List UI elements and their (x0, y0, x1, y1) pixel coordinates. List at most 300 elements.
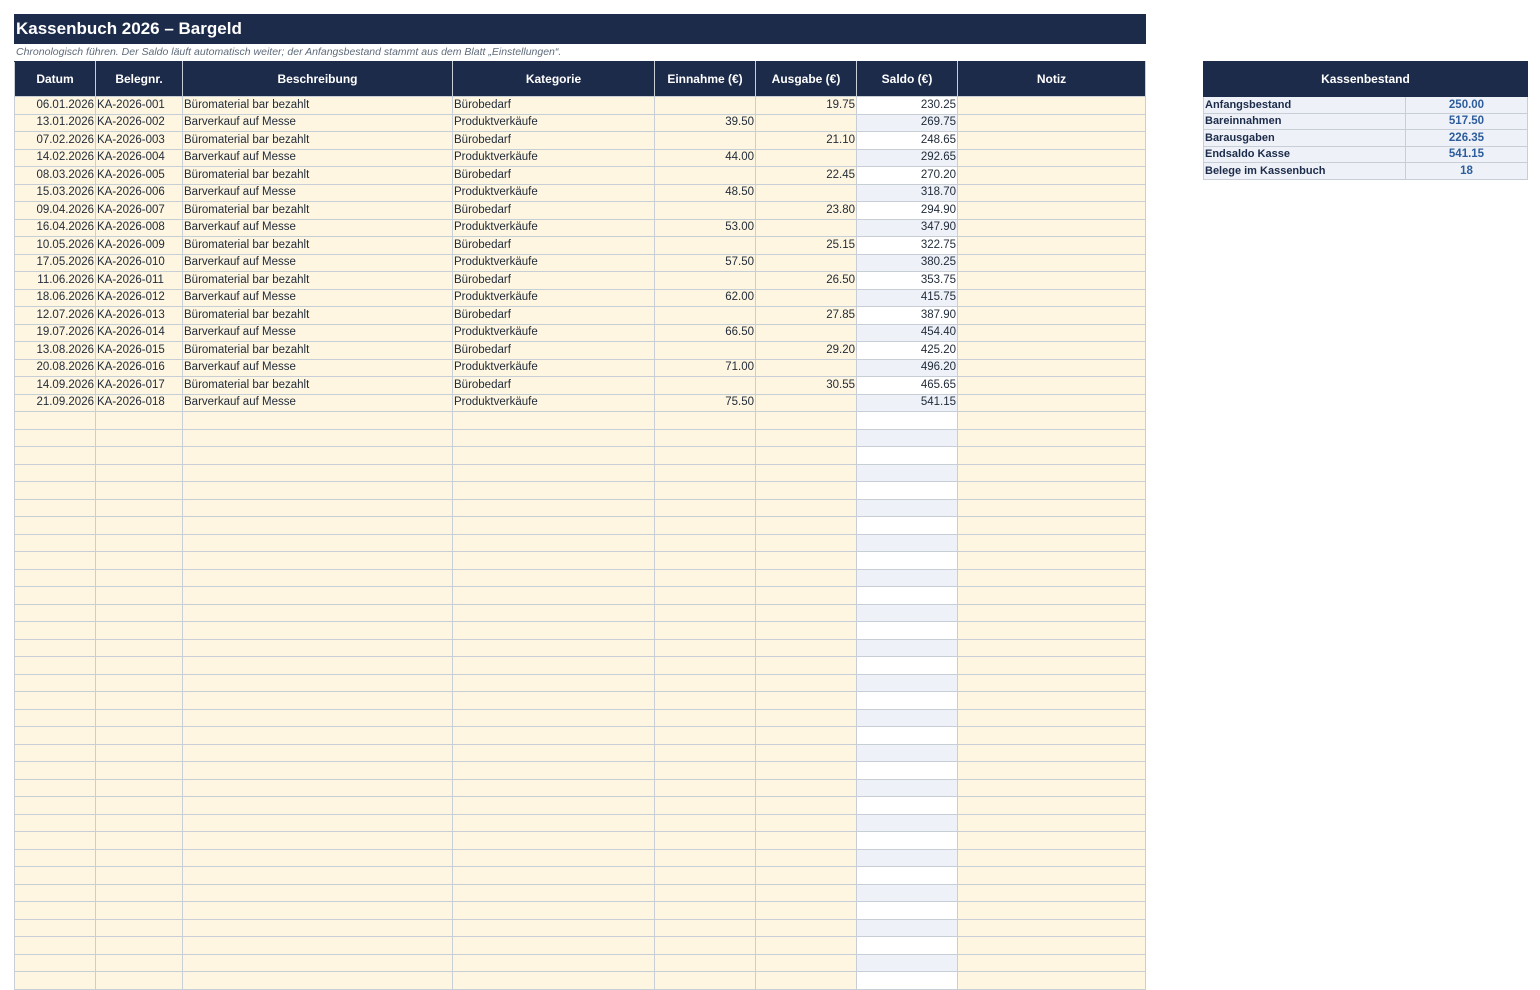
cell-saldo[interactable] (857, 674, 958, 692)
cell-kategorie[interactable] (453, 604, 655, 622)
cell-saldo[interactable] (857, 692, 958, 710)
cell-belegnr[interactable]: KA-2026-006 (96, 184, 183, 202)
cell-belegnr[interactable] (96, 517, 183, 535)
cell-ausgabe[interactable]: 21.10 (756, 132, 857, 150)
cell-ausgabe[interactable] (756, 429, 857, 447)
cell-belegnr[interactable] (96, 552, 183, 570)
cell-kategorie[interactable] (453, 482, 655, 500)
cell-datum[interactable] (15, 552, 96, 570)
cell-einnahme[interactable] (655, 779, 756, 797)
cell-notiz[interactable] (958, 972, 1146, 990)
cell-ausgabe[interactable] (756, 219, 857, 237)
cell-datum[interactable] (15, 884, 96, 902)
cell-einnahme[interactable] (655, 604, 756, 622)
cell-datum[interactable] (15, 779, 96, 797)
cell-einnahme[interactable] (655, 744, 756, 762)
cell-belegnr[interactable] (96, 534, 183, 552)
cell-beschreibung[interactable] (183, 797, 453, 815)
cell-einnahme[interactable]: 39.50 (655, 114, 756, 132)
cell-kategorie[interactable] (453, 499, 655, 517)
cell-notiz[interactable] (958, 132, 1146, 150)
cell-notiz[interactable] (958, 377, 1146, 395)
cell-beschreibung[interactable]: Büromaterial bar bezahlt (183, 167, 453, 185)
cell-kategorie[interactable] (453, 657, 655, 675)
cell-einnahme[interactable] (655, 622, 756, 640)
cell-ausgabe[interactable] (756, 622, 857, 640)
cell-kategorie[interactable]: Bürobedarf (453, 167, 655, 185)
cell-belegnr[interactable]: KA-2026-017 (96, 377, 183, 395)
cell-einnahme[interactable] (655, 832, 756, 850)
cell-kategorie[interactable] (453, 674, 655, 692)
cell-beschreibung[interactable]: Barverkauf auf Messe (183, 149, 453, 167)
cell-einnahme[interactable] (655, 587, 756, 605)
cell-notiz[interactable] (958, 674, 1146, 692)
cell-notiz[interactable] (958, 744, 1146, 762)
cell-belegnr[interactable]: KA-2026-010 (96, 254, 183, 272)
cell-beschreibung[interactable] (183, 587, 453, 605)
cell-beschreibung[interactable]: Barverkauf auf Messe (183, 114, 453, 132)
cell-saldo[interactable] (857, 762, 958, 780)
cell-beschreibung[interactable] (183, 849, 453, 867)
cell-notiz[interactable] (958, 324, 1146, 342)
cell-datum[interactable] (15, 797, 96, 815)
cell-notiz[interactable] (958, 447, 1146, 465)
cell-ausgabe[interactable] (756, 604, 857, 622)
col-header-belegnr[interactable]: Belegnr. (96, 62, 183, 97)
cell-kategorie[interactable] (453, 727, 655, 745)
cell-datum[interactable]: 09.04.2026 (15, 202, 96, 220)
cell-notiz[interactable] (958, 692, 1146, 710)
cell-beschreibung[interactable] (183, 447, 453, 465)
cell-saldo[interactable]: 465.65 (857, 377, 958, 395)
cell-datum[interactable]: 13.08.2026 (15, 342, 96, 360)
cell-notiz[interactable] (958, 639, 1146, 657)
cell-saldo[interactable] (857, 919, 958, 937)
cell-ausgabe[interactable] (756, 902, 857, 920)
cell-ausgabe[interactable] (756, 937, 857, 955)
cell-notiz[interactable] (958, 762, 1146, 780)
cell-kategorie[interactable] (453, 902, 655, 920)
cell-saldo[interactable]: 318.70 (857, 184, 958, 202)
cell-kategorie[interactable]: Produktverkäufe (453, 149, 655, 167)
cell-beschreibung[interactable] (183, 569, 453, 587)
cell-saldo[interactable]: 294.90 (857, 202, 958, 220)
cell-datum[interactable] (15, 709, 96, 727)
cell-kategorie[interactable] (453, 849, 655, 867)
cell-belegnr[interactable] (96, 954, 183, 972)
cell-saldo[interactable] (857, 849, 958, 867)
cell-belegnr[interactable] (96, 464, 183, 482)
cell-ausgabe[interactable] (756, 359, 857, 377)
cell-belegnr[interactable] (96, 832, 183, 850)
cell-notiz[interactable] (958, 867, 1146, 885)
cell-kategorie[interactable] (453, 884, 655, 902)
cell-einnahme[interactable]: 66.50 (655, 324, 756, 342)
cell-kategorie[interactable] (453, 744, 655, 762)
cell-datum[interactable]: 15.03.2026 (15, 184, 96, 202)
cell-belegnr[interactable]: KA-2026-009 (96, 237, 183, 255)
cell-ausgabe[interactable]: 26.50 (756, 272, 857, 290)
cell-beschreibung[interactable] (183, 692, 453, 710)
cell-beschreibung[interactable]: Büromaterial bar bezahlt (183, 377, 453, 395)
cell-einnahme[interactable] (655, 762, 756, 780)
cell-datum[interactable]: 10.05.2026 (15, 237, 96, 255)
cell-ausgabe[interactable]: 23.80 (756, 202, 857, 220)
cell-beschreibung[interactable]: Barverkauf auf Messe (183, 219, 453, 237)
cell-notiz[interactable] (958, 114, 1146, 132)
cell-ausgabe[interactable] (756, 919, 857, 937)
cell-einnahme[interactable] (655, 657, 756, 675)
cell-ausgabe[interactable] (756, 499, 857, 517)
cell-belegnr[interactable]: KA-2026-003 (96, 132, 183, 150)
cell-ausgabe[interactable] (756, 184, 857, 202)
cell-notiz[interactable] (958, 797, 1146, 815)
cell-datum[interactable]: 14.09.2026 (15, 377, 96, 395)
cell-datum[interactable]: 18.06.2026 (15, 289, 96, 307)
cell-notiz[interactable] (958, 919, 1146, 937)
cell-ausgabe[interactable] (756, 727, 857, 745)
cell-datum[interactable] (15, 534, 96, 552)
cell-belegnr[interactable]: KA-2026-015 (96, 342, 183, 360)
cell-datum[interactable] (15, 604, 96, 622)
cell-einnahme[interactable] (655, 797, 756, 815)
cell-belegnr[interactable] (96, 482, 183, 500)
cell-ausgabe[interactable] (756, 797, 857, 815)
col-header-notiz[interactable]: Notiz (958, 62, 1146, 97)
cell-datum[interactable] (15, 972, 96, 990)
cell-ausgabe[interactable]: 25.15 (756, 237, 857, 255)
cell-beschreibung[interactable] (183, 867, 453, 885)
cell-saldo[interactable]: 496.20 (857, 359, 958, 377)
cell-kategorie[interactable] (453, 762, 655, 780)
cell-einnahme[interactable] (655, 902, 756, 920)
cell-notiz[interactable] (958, 429, 1146, 447)
cell-saldo[interactable] (857, 604, 958, 622)
cell-notiz[interactable] (958, 394, 1146, 412)
cell-beschreibung[interactable] (183, 639, 453, 657)
cell-ausgabe[interactable] (756, 639, 857, 657)
cell-belegnr[interactable] (96, 814, 183, 832)
cell-saldo[interactable] (857, 972, 958, 990)
cell-saldo[interactable] (857, 622, 958, 640)
cell-kategorie[interactable]: Bürobedarf (453, 307, 655, 325)
cell-kategorie[interactable]: Produktverkäufe (453, 324, 655, 342)
col-header-saldo[interactable]: Saldo (€) (857, 62, 958, 97)
cell-beschreibung[interactable] (183, 657, 453, 675)
cell-datum[interactable] (15, 569, 96, 587)
cell-einnahme[interactable] (655, 849, 756, 867)
cell-belegnr[interactable] (96, 937, 183, 955)
cell-notiz[interactable] (958, 587, 1146, 605)
cell-belegnr[interactable]: KA-2026-005 (96, 167, 183, 185)
cell-einnahme[interactable] (655, 342, 756, 360)
summary-label[interactable]: Anfangsbestand (1204, 97, 1406, 114)
cell-ausgabe[interactable] (756, 954, 857, 972)
cell-ausgabe[interactable] (756, 394, 857, 412)
col-header-einnahme[interactable]: Einnahme (€) (655, 62, 756, 97)
cell-einnahme[interactable] (655, 97, 756, 115)
cell-saldo[interactable] (857, 779, 958, 797)
cell-belegnr[interactable] (96, 692, 183, 710)
cell-saldo[interactable] (857, 499, 958, 517)
cell-belegnr[interactable]: KA-2026-016 (96, 359, 183, 377)
cell-saldo[interactable]: 269.75 (857, 114, 958, 132)
cell-notiz[interactable] (958, 814, 1146, 832)
cell-belegnr[interactable] (96, 587, 183, 605)
cell-belegnr[interactable]: KA-2026-011 (96, 272, 183, 290)
cell-datum[interactable] (15, 814, 96, 832)
cell-beschreibung[interactable] (183, 534, 453, 552)
cell-kategorie[interactable]: Produktverkäufe (453, 289, 655, 307)
cell-belegnr[interactable] (96, 412, 183, 430)
cell-belegnr[interactable]: KA-2026-012 (96, 289, 183, 307)
summary-value[interactable]: 250.00 (1406, 97, 1528, 114)
cell-datum[interactable] (15, 517, 96, 535)
cell-belegnr[interactable] (96, 709, 183, 727)
cell-datum[interactable] (15, 919, 96, 937)
cell-datum[interactable] (15, 587, 96, 605)
cell-kategorie[interactable]: Produktverkäufe (453, 254, 655, 272)
cell-beschreibung[interactable]: Büromaterial bar bezahlt (183, 307, 453, 325)
cell-saldo[interactable]: 541.15 (857, 394, 958, 412)
cell-notiz[interactable] (958, 499, 1146, 517)
cell-einnahme[interactable] (655, 307, 756, 325)
cell-einnahme[interactable] (655, 814, 756, 832)
cell-saldo[interactable] (857, 937, 958, 955)
cell-notiz[interactable] (958, 412, 1146, 430)
cell-saldo[interactable]: 387.90 (857, 307, 958, 325)
cell-datum[interactable]: 06.01.2026 (15, 97, 96, 115)
cell-notiz[interactable] (958, 779, 1146, 797)
cell-kategorie[interactable]: Bürobedarf (453, 272, 655, 290)
cell-saldo[interactable] (857, 517, 958, 535)
cell-notiz[interactable] (958, 657, 1146, 675)
cell-notiz[interactable] (958, 289, 1146, 307)
cell-beschreibung[interactable] (183, 919, 453, 937)
cell-kategorie[interactable] (453, 569, 655, 587)
cell-kategorie[interactable]: Produktverkäufe (453, 114, 655, 132)
cell-belegnr[interactable] (96, 849, 183, 867)
cell-saldo[interactable] (857, 412, 958, 430)
cell-ausgabe[interactable] (756, 972, 857, 990)
cell-notiz[interactable] (958, 149, 1146, 167)
cell-belegnr[interactable] (96, 867, 183, 885)
cell-ausgabe[interactable]: 30.55 (756, 377, 857, 395)
cell-einnahme[interactable]: 57.50 (655, 254, 756, 272)
cell-beschreibung[interactable] (183, 832, 453, 850)
cell-einnahme[interactable] (655, 167, 756, 185)
cell-einnahme[interactable]: 53.00 (655, 219, 756, 237)
cell-notiz[interactable] (958, 727, 1146, 745)
cell-beschreibung[interactable] (183, 464, 453, 482)
cell-ausgabe[interactable]: 22.45 (756, 167, 857, 185)
cell-notiz[interactable] (958, 254, 1146, 272)
cell-belegnr[interactable]: KA-2026-018 (96, 394, 183, 412)
cell-saldo[interactable] (857, 744, 958, 762)
cell-saldo[interactable] (857, 639, 958, 657)
cell-kategorie[interactable] (453, 517, 655, 535)
cell-datum[interactable] (15, 639, 96, 657)
cell-notiz[interactable] (958, 622, 1146, 640)
cell-belegnr[interactable]: KA-2026-014 (96, 324, 183, 342)
cell-notiz[interactable] (958, 517, 1146, 535)
cell-ausgabe[interactable] (756, 779, 857, 797)
cell-saldo[interactable]: 353.75 (857, 272, 958, 290)
cell-datum[interactable] (15, 762, 96, 780)
cell-datum[interactable]: 13.01.2026 (15, 114, 96, 132)
cell-ausgabe[interactable] (756, 657, 857, 675)
cell-beschreibung[interactable] (183, 412, 453, 430)
cell-kategorie[interactable]: Produktverkäufe (453, 184, 655, 202)
cell-ausgabe[interactable] (756, 867, 857, 885)
cell-belegnr[interactable] (96, 779, 183, 797)
cell-datum[interactable] (15, 429, 96, 447)
cell-belegnr[interactable] (96, 569, 183, 587)
cell-kategorie[interactable]: Bürobedarf (453, 377, 655, 395)
cell-kategorie[interactable] (453, 429, 655, 447)
cell-kategorie[interactable] (453, 639, 655, 657)
cell-datum[interactable] (15, 482, 96, 500)
cell-datum[interactable] (15, 447, 96, 465)
cell-datum[interactable]: 21.09.2026 (15, 394, 96, 412)
cell-beschreibung[interactable]: Büromaterial bar bezahlt (183, 132, 453, 150)
cell-datum[interactable]: 14.02.2026 (15, 149, 96, 167)
cell-datum[interactable]: 11.06.2026 (15, 272, 96, 290)
cell-ausgabe[interactable] (756, 692, 857, 710)
cell-saldo[interactable]: 415.75 (857, 289, 958, 307)
cell-notiz[interactable] (958, 604, 1146, 622)
cell-saldo[interactable]: 292.65 (857, 149, 958, 167)
cell-notiz[interactable] (958, 202, 1146, 220)
cell-ausgabe[interactable] (756, 552, 857, 570)
cell-saldo[interactable]: 322.75 (857, 237, 958, 255)
cell-kategorie[interactable] (453, 972, 655, 990)
cell-notiz[interactable] (958, 359, 1146, 377)
cell-saldo[interactable] (857, 552, 958, 570)
cell-saldo[interactable]: 347.90 (857, 219, 958, 237)
cell-beschreibung[interactable]: Barverkauf auf Messe (183, 254, 453, 272)
cell-ausgabe[interactable]: 19.75 (756, 97, 857, 115)
cell-kategorie[interactable] (453, 867, 655, 885)
cell-datum[interactable] (15, 902, 96, 920)
cell-ausgabe[interactable] (756, 744, 857, 762)
cell-einnahme[interactable] (655, 552, 756, 570)
cell-notiz[interactable] (958, 884, 1146, 902)
cell-einnahme[interactable] (655, 692, 756, 710)
cell-einnahme[interactable] (655, 919, 756, 937)
cell-kategorie[interactable] (453, 552, 655, 570)
cell-ausgabe[interactable]: 29.20 (756, 342, 857, 360)
cell-datum[interactable]: 17.05.2026 (15, 254, 96, 272)
summary-label[interactable]: Belege im Kassenbuch (1204, 163, 1406, 180)
cell-einnahme[interactable] (655, 972, 756, 990)
cell-kategorie[interactable] (453, 814, 655, 832)
cell-kategorie[interactable] (453, 954, 655, 972)
cell-notiz[interactable] (958, 482, 1146, 500)
cell-notiz[interactable] (958, 307, 1146, 325)
cell-datum[interactable] (15, 657, 96, 675)
cell-belegnr[interactable]: KA-2026-007 (96, 202, 183, 220)
cell-ausgabe[interactable] (756, 534, 857, 552)
cell-kategorie[interactable]: Bürobedarf (453, 202, 655, 220)
cell-ausgabe[interactable] (756, 674, 857, 692)
cell-beschreibung[interactable]: Büromaterial bar bezahlt (183, 342, 453, 360)
cell-notiz[interactable] (958, 184, 1146, 202)
col-header-datum[interactable]: Datum (15, 62, 96, 97)
cell-einnahme[interactable] (655, 674, 756, 692)
cell-belegnr[interactable] (96, 744, 183, 762)
cell-einnahme[interactable] (655, 412, 756, 430)
cell-ausgabe[interactable]: 27.85 (756, 307, 857, 325)
cell-saldo[interactable] (857, 657, 958, 675)
cell-belegnr[interactable]: KA-2026-002 (96, 114, 183, 132)
cell-notiz[interactable] (958, 849, 1146, 867)
cell-kategorie[interactable]: Bürobedarf (453, 97, 655, 115)
cell-einnahme[interactable]: 75.50 (655, 394, 756, 412)
cell-einnahme[interactable] (655, 569, 756, 587)
cell-saldo[interactable] (857, 797, 958, 815)
cell-einnahme[interactable] (655, 517, 756, 535)
cell-belegnr[interactable] (96, 499, 183, 517)
cell-saldo[interactable] (857, 587, 958, 605)
cell-beschreibung[interactable] (183, 954, 453, 972)
cell-kategorie[interactable]: Produktverkäufe (453, 394, 655, 412)
cell-einnahme[interactable] (655, 639, 756, 657)
cell-kategorie[interactable] (453, 937, 655, 955)
summary-label[interactable]: Bareinnahmen (1204, 113, 1406, 130)
cell-beschreibung[interactable] (183, 499, 453, 517)
cell-belegnr[interactable] (96, 657, 183, 675)
cell-notiz[interactable] (958, 342, 1146, 360)
cell-datum[interactable] (15, 499, 96, 517)
cell-belegnr[interactable] (96, 762, 183, 780)
cell-datum[interactable]: 12.07.2026 (15, 307, 96, 325)
cell-notiz[interactable] (958, 534, 1146, 552)
cell-ausgabe[interactable] (756, 814, 857, 832)
cell-einnahme[interactable]: 48.50 (655, 184, 756, 202)
cell-kategorie[interactable]: Produktverkäufe (453, 219, 655, 237)
cell-notiz[interactable] (958, 902, 1146, 920)
cell-notiz[interactable] (958, 464, 1146, 482)
cell-datum[interactable] (15, 412, 96, 430)
cell-kategorie[interactable] (453, 779, 655, 797)
cell-einnahme[interactable]: 71.00 (655, 359, 756, 377)
cell-belegnr[interactable] (96, 902, 183, 920)
cell-notiz[interactable] (958, 272, 1146, 290)
cell-ausgabe[interactable] (756, 464, 857, 482)
cell-kategorie[interactable] (453, 797, 655, 815)
cell-ausgabe[interactable] (756, 517, 857, 535)
cell-belegnr[interactable] (96, 622, 183, 640)
cell-ausgabe[interactable] (756, 114, 857, 132)
cell-datum[interactable] (15, 849, 96, 867)
cell-beschreibung[interactable]: Barverkauf auf Messe (183, 184, 453, 202)
cell-datum[interactable] (15, 832, 96, 850)
cell-datum[interactable] (15, 954, 96, 972)
cell-datum[interactable] (15, 937, 96, 955)
cell-notiz[interactable] (958, 709, 1146, 727)
cell-datum[interactable]: 20.08.2026 (15, 359, 96, 377)
cell-ausgabe[interactable] (756, 884, 857, 902)
cell-beschreibung[interactable] (183, 884, 453, 902)
cell-belegnr[interactable] (96, 604, 183, 622)
col-header-kategorie[interactable]: Kategorie (453, 62, 655, 97)
cell-belegnr[interactable]: KA-2026-004 (96, 149, 183, 167)
cell-einnahme[interactable] (655, 377, 756, 395)
cell-saldo[interactable] (857, 954, 958, 972)
summary-value[interactable]: 226.35 (1406, 130, 1528, 147)
cell-einnahme[interactable] (655, 272, 756, 290)
